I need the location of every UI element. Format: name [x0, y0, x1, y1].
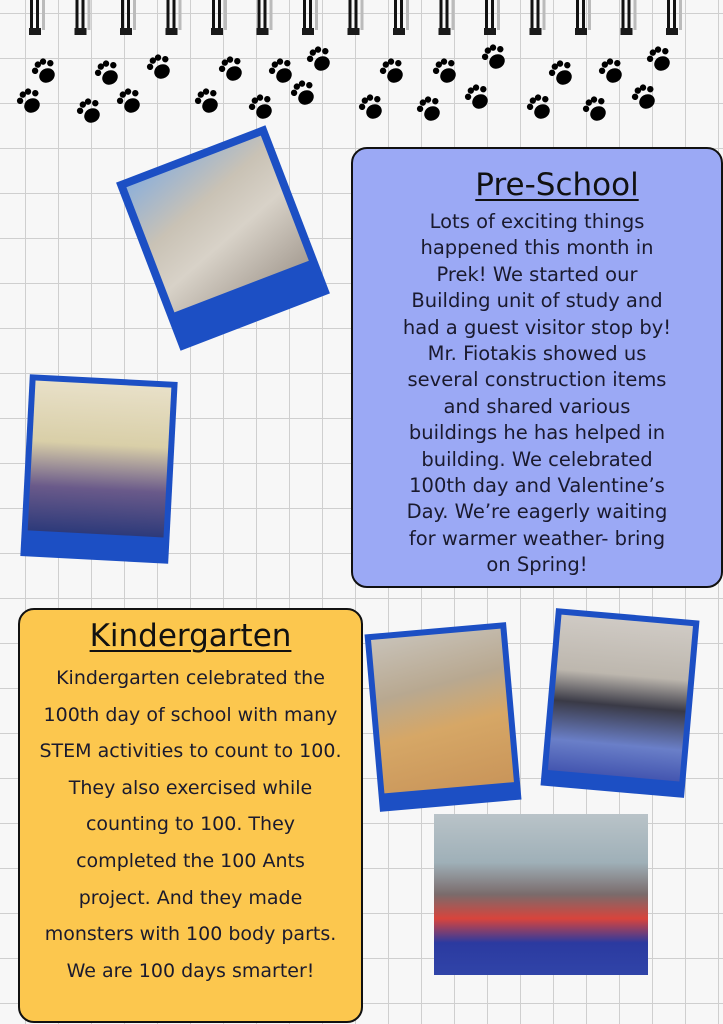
spiral-ring: [666, 0, 682, 35]
kindergarten-title: Kindergarten: [89, 618, 292, 654]
kindergarten-text-line: They also exercised while: [68, 776, 313, 799]
spiral-ring: [439, 0, 455, 35]
preschool-text-line: several construction items: [407, 368, 667, 392]
preschool-text-line: and shared various: [443, 394, 631, 418]
kindergarten-text-line: project. And they made: [78, 886, 303, 909]
preschool-text-line: Prek! We started our: [436, 262, 638, 286]
preschool-text-line: Mr. Fiotakis showed us: [427, 342, 647, 366]
paw-print-icon: [114, 84, 146, 117]
spiral-ring: [484, 0, 500, 35]
preschool-text-line: happened this month in: [420, 236, 654, 260]
paw-print-icon: [74, 94, 106, 127]
paw-print-icon: [304, 42, 336, 75]
kindergarten-text-line: counting to 100. They: [85, 813, 296, 836]
paw-print-icon: [596, 54, 628, 87]
preschool-text-line: for warmer weather- bring: [408, 526, 666, 550]
spiral-ring: [75, 0, 91, 35]
kindergarten-text-line: monsters with 100 body parts.: [44, 923, 337, 946]
photo-kindergarten-counting: [541, 608, 700, 798]
spiral-ring: [530, 0, 546, 35]
photo-guest-visitor: [20, 374, 177, 563]
paw-print-icon: [29, 54, 61, 87]
paw-print-icon: [644, 42, 676, 75]
spiral-ring: [120, 0, 136, 35]
notebook-spiral-binding: [0, 0, 723, 38]
kindergarten-text-line: completed the 100 Ants: [76, 849, 305, 872]
paw-print-icon: [580, 92, 612, 125]
spiral-ring: [166, 0, 182, 35]
spiral-ring: [211, 0, 227, 35]
photo-100-cups: [434, 814, 648, 975]
paw-print-icon: [192, 84, 224, 117]
kindergarten-text-line: STEM activities to count to 100.: [39, 740, 342, 763]
preschool-title: Pre-School: [475, 167, 639, 203]
paw-prints-decoration: [0, 40, 723, 135]
paw-print-icon: [430, 54, 462, 87]
preschool-section: [351, 147, 723, 588]
paw-print-icon: [414, 92, 446, 125]
paw-print-icon: [144, 50, 176, 83]
paw-print-icon: [356, 90, 388, 123]
paw-print-icon: [377, 54, 409, 87]
spiral-ring: [393, 0, 409, 35]
paw-print-icon: [216, 52, 248, 85]
kindergarten-text-line: We are 100 days smarter!: [66, 959, 315, 982]
preschool-text-line: Day. We’re eagerly waiting: [406, 500, 668, 524]
paw-print-icon: [14, 84, 46, 117]
spiral-ring: [348, 0, 364, 35]
paw-print-icon: [288, 76, 320, 109]
paw-print-icon: [462, 80, 494, 113]
paw-print-icon: [629, 80, 661, 113]
kindergarten-text-line: Kindergarten celebrated the: [56, 667, 325, 689]
kindergarten-section: [18, 608, 363, 1023]
preschool-text-line: Lots of exciting things: [429, 210, 645, 233]
spiral-ring: [621, 0, 637, 35]
preschool-text-line: had a guest visitor stop by!: [402, 315, 672, 339]
paw-print-icon: [246, 90, 278, 123]
preschool-text-line: buildings he has helped in: [408, 421, 666, 445]
preschool-text-line: 100th day and Valentine’s: [409, 474, 665, 498]
paw-print-icon: [546, 56, 578, 89]
kindergarten-text-line: 100th day of school with many: [43, 703, 338, 726]
paw-print-icon: [92, 56, 124, 89]
paw-print-icon: [266, 54, 298, 87]
spiral-ring: [257, 0, 273, 35]
preschool-text-line: Building unit of study and: [411, 289, 663, 313]
spiral-ring: [302, 0, 318, 35]
preschool-text-line: building. We celebrated: [421, 447, 653, 471]
spiral-ring: [575, 0, 591, 35]
photo-preschool-boy: [116, 125, 330, 350]
photo-kindergarten-stem: [365, 622, 522, 812]
paw-print-icon: [479, 40, 511, 73]
spiral-ring: [29, 0, 45, 35]
paw-print-icon: [524, 90, 556, 123]
preschool-text-line: on Spring!: [486, 553, 588, 577]
